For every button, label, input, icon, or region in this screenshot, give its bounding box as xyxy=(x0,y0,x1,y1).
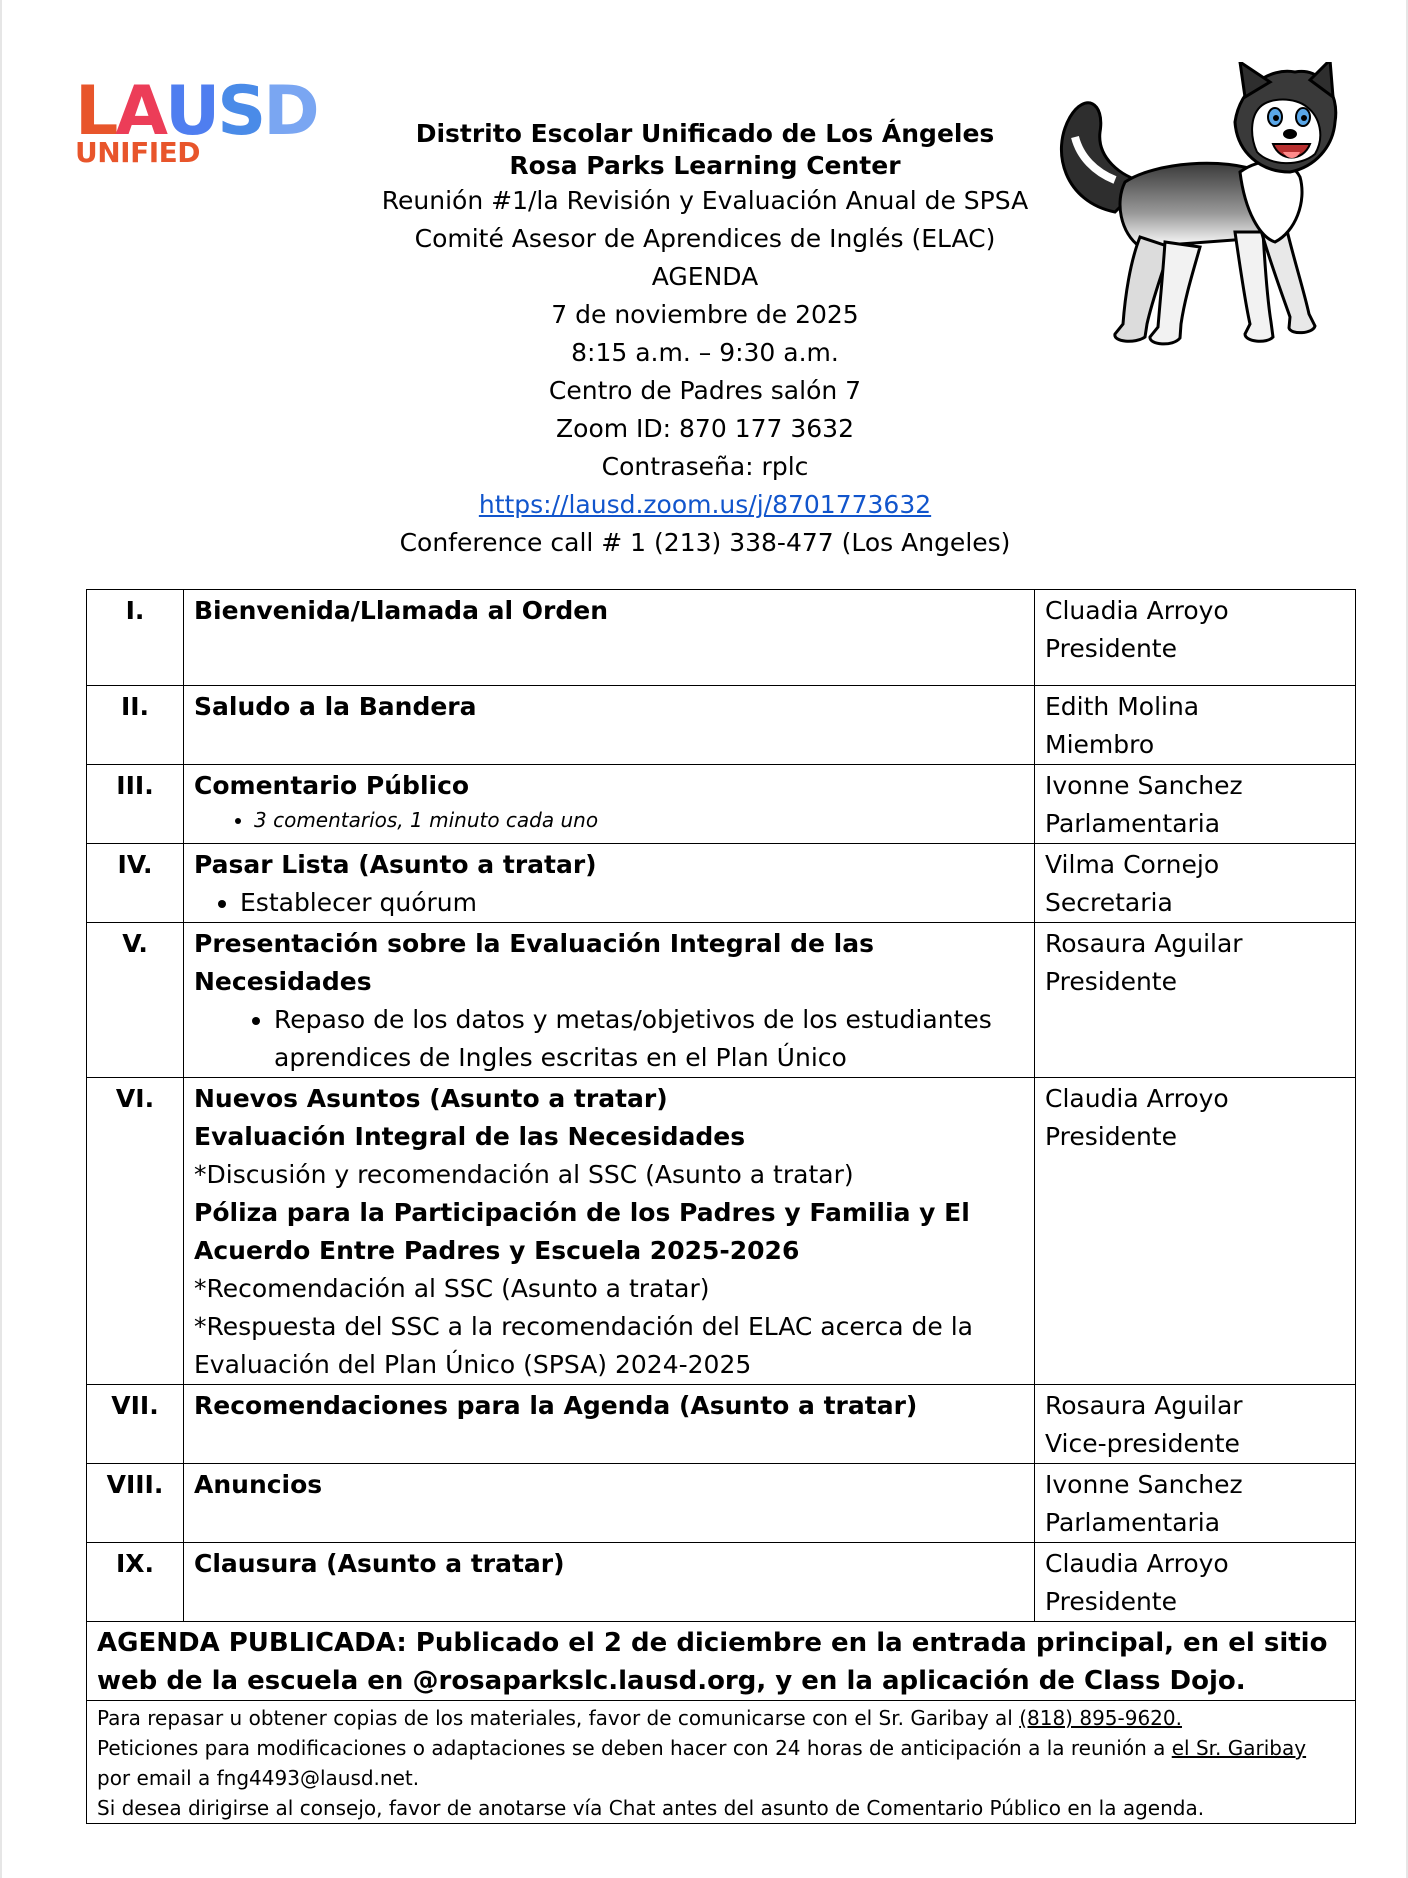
presenter-name: Claudia Arroyo xyxy=(1045,1549,1229,1578)
item-line: *Recomendación al SSC (Asunto a tratar) xyxy=(194,1274,710,1303)
presenter-name: Cluadia Arroyo xyxy=(1045,596,1229,625)
presenter-role: Presidente xyxy=(1045,634,1177,663)
presenter-name: Ivonne Sanchez xyxy=(1045,1470,1243,1499)
footer-line: Para repasar u obtener copias de los materiales, favor de comunicarse con el Sr. Garibay al (818) 895-9620. xyxy=(97,1706,1182,1730)
agenda-row xyxy=(87,765,1356,844)
item-title: Saludo a la Bandera xyxy=(194,692,477,721)
item-number: IX. xyxy=(87,1543,184,1622)
item-title: Anuncios xyxy=(194,1470,323,1499)
footer-line: Peticiones para modificaciones o adaptaciones se deben hacer con 24 horas de anticipación a la reunión a el Sr. Garibay por email a fng4493@lausd.net. xyxy=(97,1736,1307,1790)
item-bullet: • Establecer quórum xyxy=(240,884,1024,922)
meeting-date: 7 de noviembre de 2025 xyxy=(551,300,859,329)
agenda-row xyxy=(87,1078,1356,1385)
logo-letter: A xyxy=(115,72,165,151)
presenter-name: Vilma Cornejo xyxy=(1045,850,1220,879)
item-number: VI. xyxy=(87,1078,184,1385)
item-bullet: • 3 comentarios, 1 minuto cada uno xyxy=(254,805,1024,835)
agenda-row xyxy=(87,844,1356,923)
footer-notes xyxy=(87,1701,1356,1824)
published-notice: AGENDA PUBLICADA: Publicado el 2 de diciembre en la entrada principal, en el sitio web de la escuela en @rosaparkslc.lausd.org, y en la aplicación de Class Dojo. xyxy=(87,1622,1356,1701)
agenda-row xyxy=(87,590,1356,686)
item-title: Recomendaciones para la Agenda (Asunto a tratar) xyxy=(194,1391,918,1420)
item-line: *Respuesta del SSC a la recomendación del ELAC acerca de la Evaluación del Plan Único (SPSA) 2024-2025 xyxy=(194,1312,973,1379)
item-number: I. xyxy=(87,590,184,686)
item-title: Clausura (Asunto a tratar) xyxy=(194,1549,565,1578)
agenda-row xyxy=(87,923,1356,1078)
meeting-title: Reunión #1/la Revisión y Evaluación Anual de SPSA xyxy=(381,186,1029,215)
presenter-role: Presidente xyxy=(1045,967,1177,996)
zoom-password: Contraseña: rplc xyxy=(601,452,809,481)
agenda-row xyxy=(87,1543,1356,1622)
logo-letter: U xyxy=(164,72,218,151)
presenter-role: Presidente xyxy=(1045,1587,1177,1616)
logo-unified-text: UNIFIED xyxy=(75,136,201,169)
meeting-time: 8:15 a.m. – 9:30 a.m. xyxy=(571,338,839,367)
footer-line: Si desea dirigirse al consejo, favor de anotarse vía Chat antes del asunto de Comentario Público en la agenda. xyxy=(97,1796,1205,1820)
item-title: Presentación sobre la Evaluación Integral de las Necesidades xyxy=(194,929,875,996)
logo-letter: D xyxy=(263,72,317,151)
item-title: Nuevos Asuntos (Asunto a tratar) xyxy=(194,1084,668,1113)
agenda-table xyxy=(86,589,1356,1824)
footer-row xyxy=(87,1701,1356,1824)
contact-name-link[interactable]: el Sr. Garibay xyxy=(1171,1736,1307,1760)
item-number: VII. xyxy=(87,1385,184,1464)
lausd-logo xyxy=(75,72,365,169)
agenda-header xyxy=(340,118,1070,562)
presenter-name: Rosaura Aguilar xyxy=(1045,929,1243,958)
presenter-name: Rosaura Aguilar xyxy=(1045,1391,1243,1420)
committee-name: Comité Asesor de Aprendices de Inglés (ELAC) xyxy=(414,224,996,253)
presenter-name: Claudia Arroyo xyxy=(1045,1084,1229,1113)
logo-letter: L xyxy=(75,72,116,151)
item-subtitle: Evaluación Integral de las Necesidades xyxy=(194,1122,746,1151)
presenter-role: Parlamentaria xyxy=(1045,1508,1221,1537)
contact-phone[interactable]: (818) 895-9620. xyxy=(1019,1706,1182,1730)
agenda-label: AGENDA xyxy=(651,262,759,291)
district-name: Distrito Escolar Unificado de Los Ángeles xyxy=(415,119,995,148)
item-number: II. xyxy=(87,686,184,765)
item-subtitle: Póliza para la Participación de los Padres y Familia y El Acuerdo Entre Padres y Escuela 2025-2026 xyxy=(194,1198,970,1265)
presenter-role: Parlamentaria xyxy=(1045,809,1221,838)
logo-letter: S xyxy=(217,72,264,151)
item-title: Bienvenida/Llamada al Orden xyxy=(194,596,609,625)
conference-phone: Conference call # 1 (213) 338-477 (Los Angeles) xyxy=(399,528,1011,557)
presenter-role: Secretaria xyxy=(1045,888,1173,917)
school-name: Rosa Parks Learning Center xyxy=(509,151,901,180)
published-row xyxy=(87,1622,1356,1701)
item-number: V. xyxy=(87,923,184,1078)
item-number: IV. xyxy=(87,844,184,923)
page-edge-left xyxy=(0,0,2,1878)
item-bullet: • Repaso de los datos y metas/objetivos de los estudiantes aprendices de Ingles escritas en el Plan Único xyxy=(274,1001,1024,1077)
agenda-row xyxy=(87,1464,1356,1543)
meeting-location: Centro de Padres salón 7 xyxy=(548,376,862,405)
zoom-link[interactable]: https://lausd.zoom.us/j/8701773632 xyxy=(478,490,932,519)
item-title: Comentario Público xyxy=(194,771,470,800)
presenter-name: Ivonne Sanchez xyxy=(1045,771,1243,800)
presenter-name: Edith Molina xyxy=(1045,692,1200,721)
husky-mascot-image xyxy=(1045,62,1345,357)
item-number: VIII. xyxy=(87,1464,184,1543)
agenda-row xyxy=(87,1385,1356,1464)
agenda-row xyxy=(87,686,1356,765)
item-title: Pasar Lista (Asunto a tratar) xyxy=(194,850,597,879)
zoom-id: Zoom ID: 870 177 3632 xyxy=(556,414,854,443)
presenter-role: Vice-presidente xyxy=(1045,1429,1240,1458)
item-number: III. xyxy=(87,765,184,844)
presenter-role: Miembro xyxy=(1045,730,1155,759)
item-line: *Discusión y recomendación al SSC (Asunto a tratar) xyxy=(194,1160,854,1189)
presenter-role: Presidente xyxy=(1045,1122,1177,1151)
